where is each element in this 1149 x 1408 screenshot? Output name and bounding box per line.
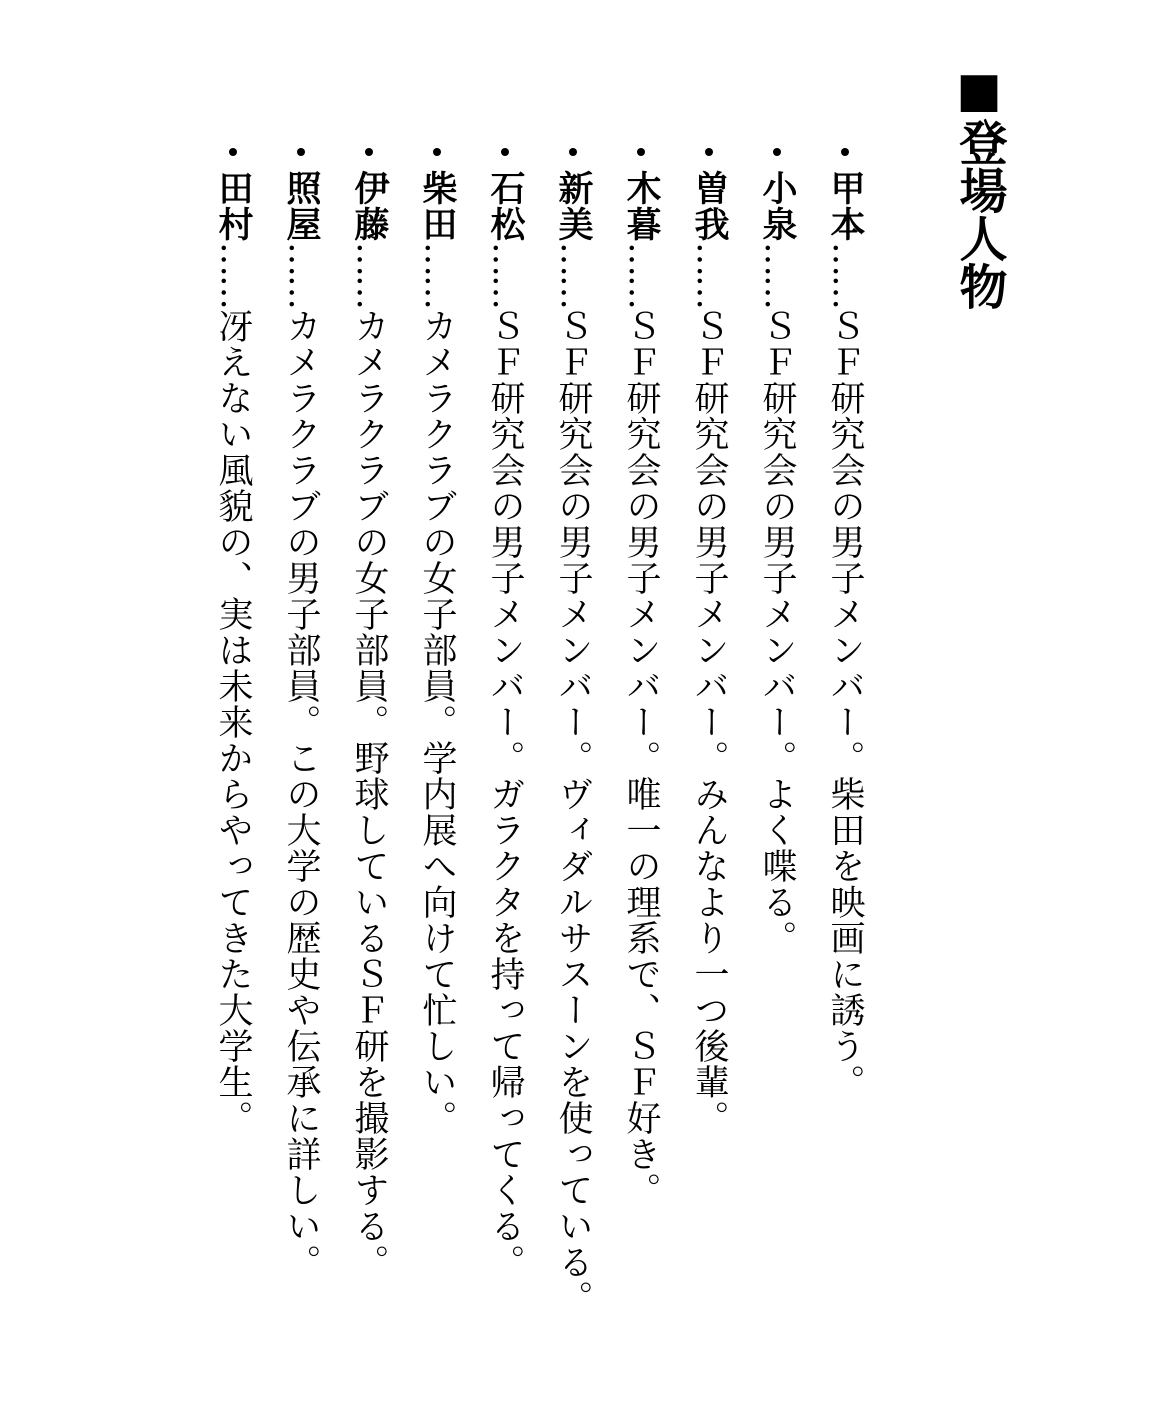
character-entry-soga [675, 148, 743, 1348]
character-entry-niimi [539, 148, 607, 1348]
character-entry-koumoto [811, 148, 879, 1348]
character-description: カメラクラブの女子部員。学内展へ向けて忙しい。 [417, 308, 457, 1136]
character-description: 冴えない風貌の、実は未来からやってきた大学生。 [213, 308, 253, 1136]
character-name: 甲本 [825, 170, 865, 242]
bullet-icon [501, 148, 509, 156]
bullet-icon [365, 148, 373, 156]
leader-dots: …… [621, 242, 661, 308]
leader-dots: …… [281, 242, 321, 308]
character-entry-tamura [199, 148, 267, 1348]
character-entry-itou [335, 148, 403, 1348]
leader-dots: …… [553, 242, 593, 308]
bullet-icon [569, 148, 577, 156]
character-name: 石松 [485, 170, 525, 242]
bullet-icon [705, 148, 713, 156]
leader-dots: …… [825, 242, 865, 308]
character-description: カメラクラブの男子部員。この大学の歴史や伝承に詳しい。 [281, 308, 321, 1280]
bullet-icon [637, 148, 645, 156]
leader-dots: …… [757, 242, 797, 308]
character-entry-ishimatsu [471, 148, 539, 1348]
bullet-icon [773, 148, 781, 156]
character-name: 曽我 [689, 170, 729, 242]
character-name: 小泉 [757, 170, 797, 242]
black-square-icon: ■ [951, 62, 1007, 118]
character-description: ＳＦ研究会の男子メンバー。唯一の理系で、ＳＦ好き。 [621, 308, 661, 1208]
character-name: 田村 [213, 170, 253, 242]
character-entry-teruya [267, 148, 335, 1348]
character-entry-kogure [607, 148, 675, 1348]
bullet-icon [297, 148, 305, 156]
character-description: カメラクラブの女子部員。野球しているＳＦ研を撮影する。 [349, 308, 389, 1280]
title-text: 登場人物 [951, 118, 1007, 310]
character-entry-koizumi [743, 148, 811, 1348]
bullet-icon [433, 148, 441, 156]
bullet-icon [841, 148, 849, 156]
leader-dots: …… [213, 242, 253, 308]
leader-dots: …… [485, 242, 525, 308]
character-name: 伊藤 [349, 170, 389, 242]
character-list [199, 148, 879, 1348]
leader-dots: …… [689, 242, 729, 308]
leader-dots: …… [417, 242, 457, 308]
bullet-icon [229, 148, 237, 156]
page-title [952, 62, 1006, 310]
character-description: ＳＦ研究会の男子メンバー。みんなより一つ後輩。 [689, 308, 729, 1136]
character-name: 新美 [553, 170, 593, 242]
character-description: ＳＦ研究会の男子メンバー。ヴィダルサスーンを使っている。 [553, 308, 593, 1316]
leader-dots: …… [349, 242, 389, 308]
character-name: 木暮 [621, 170, 661, 242]
character-name: 柴田 [417, 170, 457, 242]
character-description: ＳＦ研究会の男子メンバー。柴田を映画に誘う。 [825, 308, 865, 1100]
character-description: ＳＦ研究会の男子メンバー。ガラクタを持って帰ってくる。 [485, 308, 525, 1280]
character-entry-shibata [403, 148, 471, 1348]
character-description: ＳＦ研究会の男子メンバー。よく喋る。 [757, 308, 797, 956]
character-name: 照屋 [281, 170, 321, 242]
